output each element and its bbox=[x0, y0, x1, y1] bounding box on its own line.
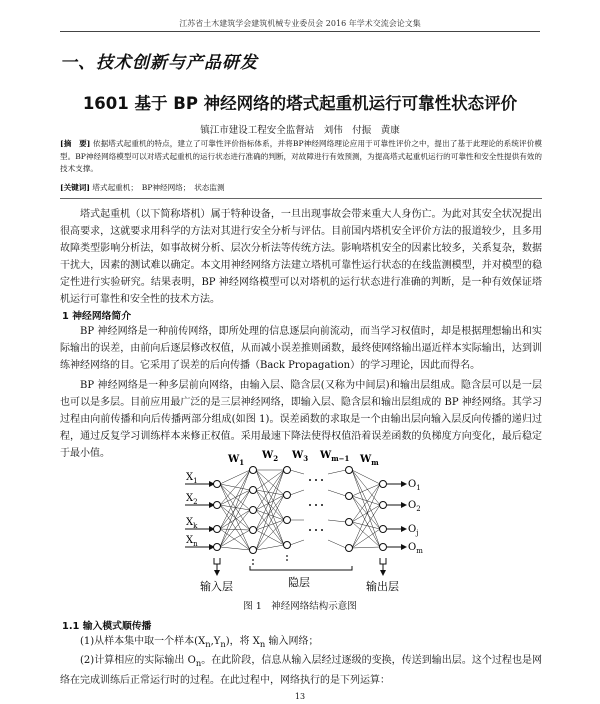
abstract bbox=[60, 138, 542, 176]
abstract-separator bbox=[60, 198, 542, 199]
keywords bbox=[60, 182, 542, 193]
paper-authors: 镇江市建设工程安全监督站 刘伟 付振 黄康 bbox=[200, 125, 400, 136]
input-label-1: $X_1$ bbox=[186, 472, 198, 485]
input-bracket bbox=[214, 558, 220, 564]
weight-labels bbox=[227, 450, 379, 467]
hidden-node bbox=[346, 493, 353, 500]
weight-label-1: $W_1$ bbox=[228, 454, 245, 467]
paragraph-bp-intro: BP 神经网络是一种前传网络，即所处理的信息逐层向前流动，而当学习权值时，却是根据理想输出和实际输出的误差，由前向后逐层修改权值，从而减小误差推则函数，最终使网络输出逼近样本实际输出，达到训练神经网络的目。它采用了误差的后向传播（Back Propagation）的学习理论，因此而得名。 bbox=[60, 326, 542, 371]
hidden-node bbox=[250, 527, 257, 534]
hidden-node bbox=[284, 467, 291, 474]
hidden-node bbox=[250, 467, 257, 474]
hidden-node bbox=[284, 492, 291, 499]
output-label-j: $O_j$ bbox=[408, 524, 419, 537]
hidden-node bbox=[284, 542, 291, 549]
input-labels bbox=[186, 472, 198, 548]
input-node bbox=[214, 544, 221, 551]
abstract-label: [摘 要] bbox=[60, 139, 91, 148]
output-label-2: $O_2$ bbox=[408, 500, 421, 513]
keywords-label: [关键词] bbox=[60, 183, 90, 192]
input-node bbox=[214, 481, 221, 488]
output-node bbox=[380, 526, 387, 533]
running-head: 江苏省土木建筑学会建筑机械专业委员会 2016 年学术交流会论文集 bbox=[179, 19, 421, 28]
hidden-node bbox=[346, 519, 353, 526]
output-node bbox=[380, 502, 387, 509]
hidden-node bbox=[250, 507, 257, 514]
weight-label-m-1: $W_{m-1}$ bbox=[320, 450, 350, 463]
hidden-node bbox=[284, 517, 291, 524]
input-node bbox=[214, 526, 221, 533]
input-label-2: $X_2$ bbox=[186, 493, 198, 506]
weight-label-m: $W_m$ bbox=[360, 454, 379, 467]
hidden-bracket bbox=[250, 566, 352, 570]
input-label-k: $X_k$ bbox=[186, 517, 198, 530]
hidden-layer-label: 隐层 bbox=[288, 576, 310, 589]
hidden-node bbox=[346, 467, 353, 474]
paragraph-bp-structure: BP 神经网络是一种多层前向网络，由输入层、隐含层(又称为中间层)和输出层组成。隐含层可以是一层也可以是多层。目前应用最广泛的是三层神经网络，即输入层、隐含层和输出层组成的 BP 神经网络。其学习过程由向前传播和向后传播两部分组成(如图 1)。误差函数的求取是一个由输出层向输入层反向传播的递归过程，通过反复学习训练样本来修正权值。采用最速下降法使得权值沿着误差函数的负梯度方向变化，最后稳定于最小值。 bbox=[60, 380, 542, 459]
hidden-node bbox=[346, 545, 353, 552]
connection-lines bbox=[220, 470, 380, 550]
input-label-n: $X_n$ bbox=[186, 535, 198, 548]
heading-neural-network: 1 神经网络简介 bbox=[62, 311, 132, 322]
hidden-node bbox=[250, 487, 257, 494]
output-layer-label: 输出层 bbox=[366, 580, 399, 593]
input-layer-label: 输入层 bbox=[200, 580, 233, 593]
weight-label-3: $W_3$ bbox=[292, 450, 309, 463]
keywords-text: 塔式起重机； BP神经网络； 状态监测 bbox=[92, 183, 225, 192]
output-node bbox=[380, 481, 387, 488]
paper-title: 1601 基于 BP 神经网络的塔式起重机运行可靠性状态评价 bbox=[82, 94, 518, 113]
output-bracket bbox=[380, 558, 386, 564]
heading-forward-propagation: 1.1 输入模式顺传播 bbox=[62, 621, 152, 632]
page-number: 13 bbox=[294, 692, 306, 701]
neural-network-figure bbox=[170, 450, 430, 598]
output-label-1: $O_1$ bbox=[408, 479, 421, 492]
output-label-m: $O_m$ bbox=[408, 542, 423, 555]
input-node bbox=[214, 502, 221, 509]
header-rule bbox=[60, 31, 540, 32]
abstract-text: 依据塔式起重机的特点，建立了可靠性评价指标体系，并将BP神经网络理论应用于可靠性评价之中，提出了基于此理论的系统评价模型。BP神经网络模型可以对塔式起重机的运行状态进行准确的判断，对故障进行有效预测，为提高塔式起重机运行的可靠性和安全性提供有效的技术支撑。 bbox=[60, 139, 542, 174]
weight-label-2: $W_2$ bbox=[262, 450, 279, 463]
layer-brackets bbox=[214, 558, 386, 575]
hidden-node bbox=[250, 547, 257, 554]
figure-caption: 图 1 神经网络结构示意图 bbox=[243, 601, 357, 612]
step-2: (2)计算相应的实际输出 $O_n$。在此阶段，信息从输入层经过逐级的变换，传送到输出层。这个过程也是网络在完成训练后正常运行时的过程。在此过程中，网络执行的是下列运算： bbox=[60, 655, 543, 686]
output-labels bbox=[408, 479, 423, 555]
output-node bbox=[380, 544, 387, 551]
step-1: (1)从样本集中取一个样本$(X_n,Y_n)$，将 $X_n$ 输入网络； bbox=[80, 636, 319, 649]
intro-paragraph: 塔式起重机（以下简称塔机）属于特种设备，一旦出现事故会带来重大人身伤亡。为此对其安全状况提出很高要求，这就要求用科学的方法对其进行安全分析与评估。目前国内塔机安全评价方法的报道较少，且多用故障类型影响分析法，如事故树分析、层次分析法等传统方法。影响塔机安全的因素比较多，关系复杂，数据干扰大，因素的测试难以确定。本文用神经网络方法建立塔机可靠性运行状态的在线监测模型，并对模型的稳定性进行实验研究。结果表明，BP 神经网络模型可以对塔机的运行状态进行准确的判断，是一种有效保证塔机运行可靠性和安全性的技术方法。 bbox=[60, 209, 542, 305]
section-title: 一、技术创新与产品研发 bbox=[60, 53, 258, 73]
